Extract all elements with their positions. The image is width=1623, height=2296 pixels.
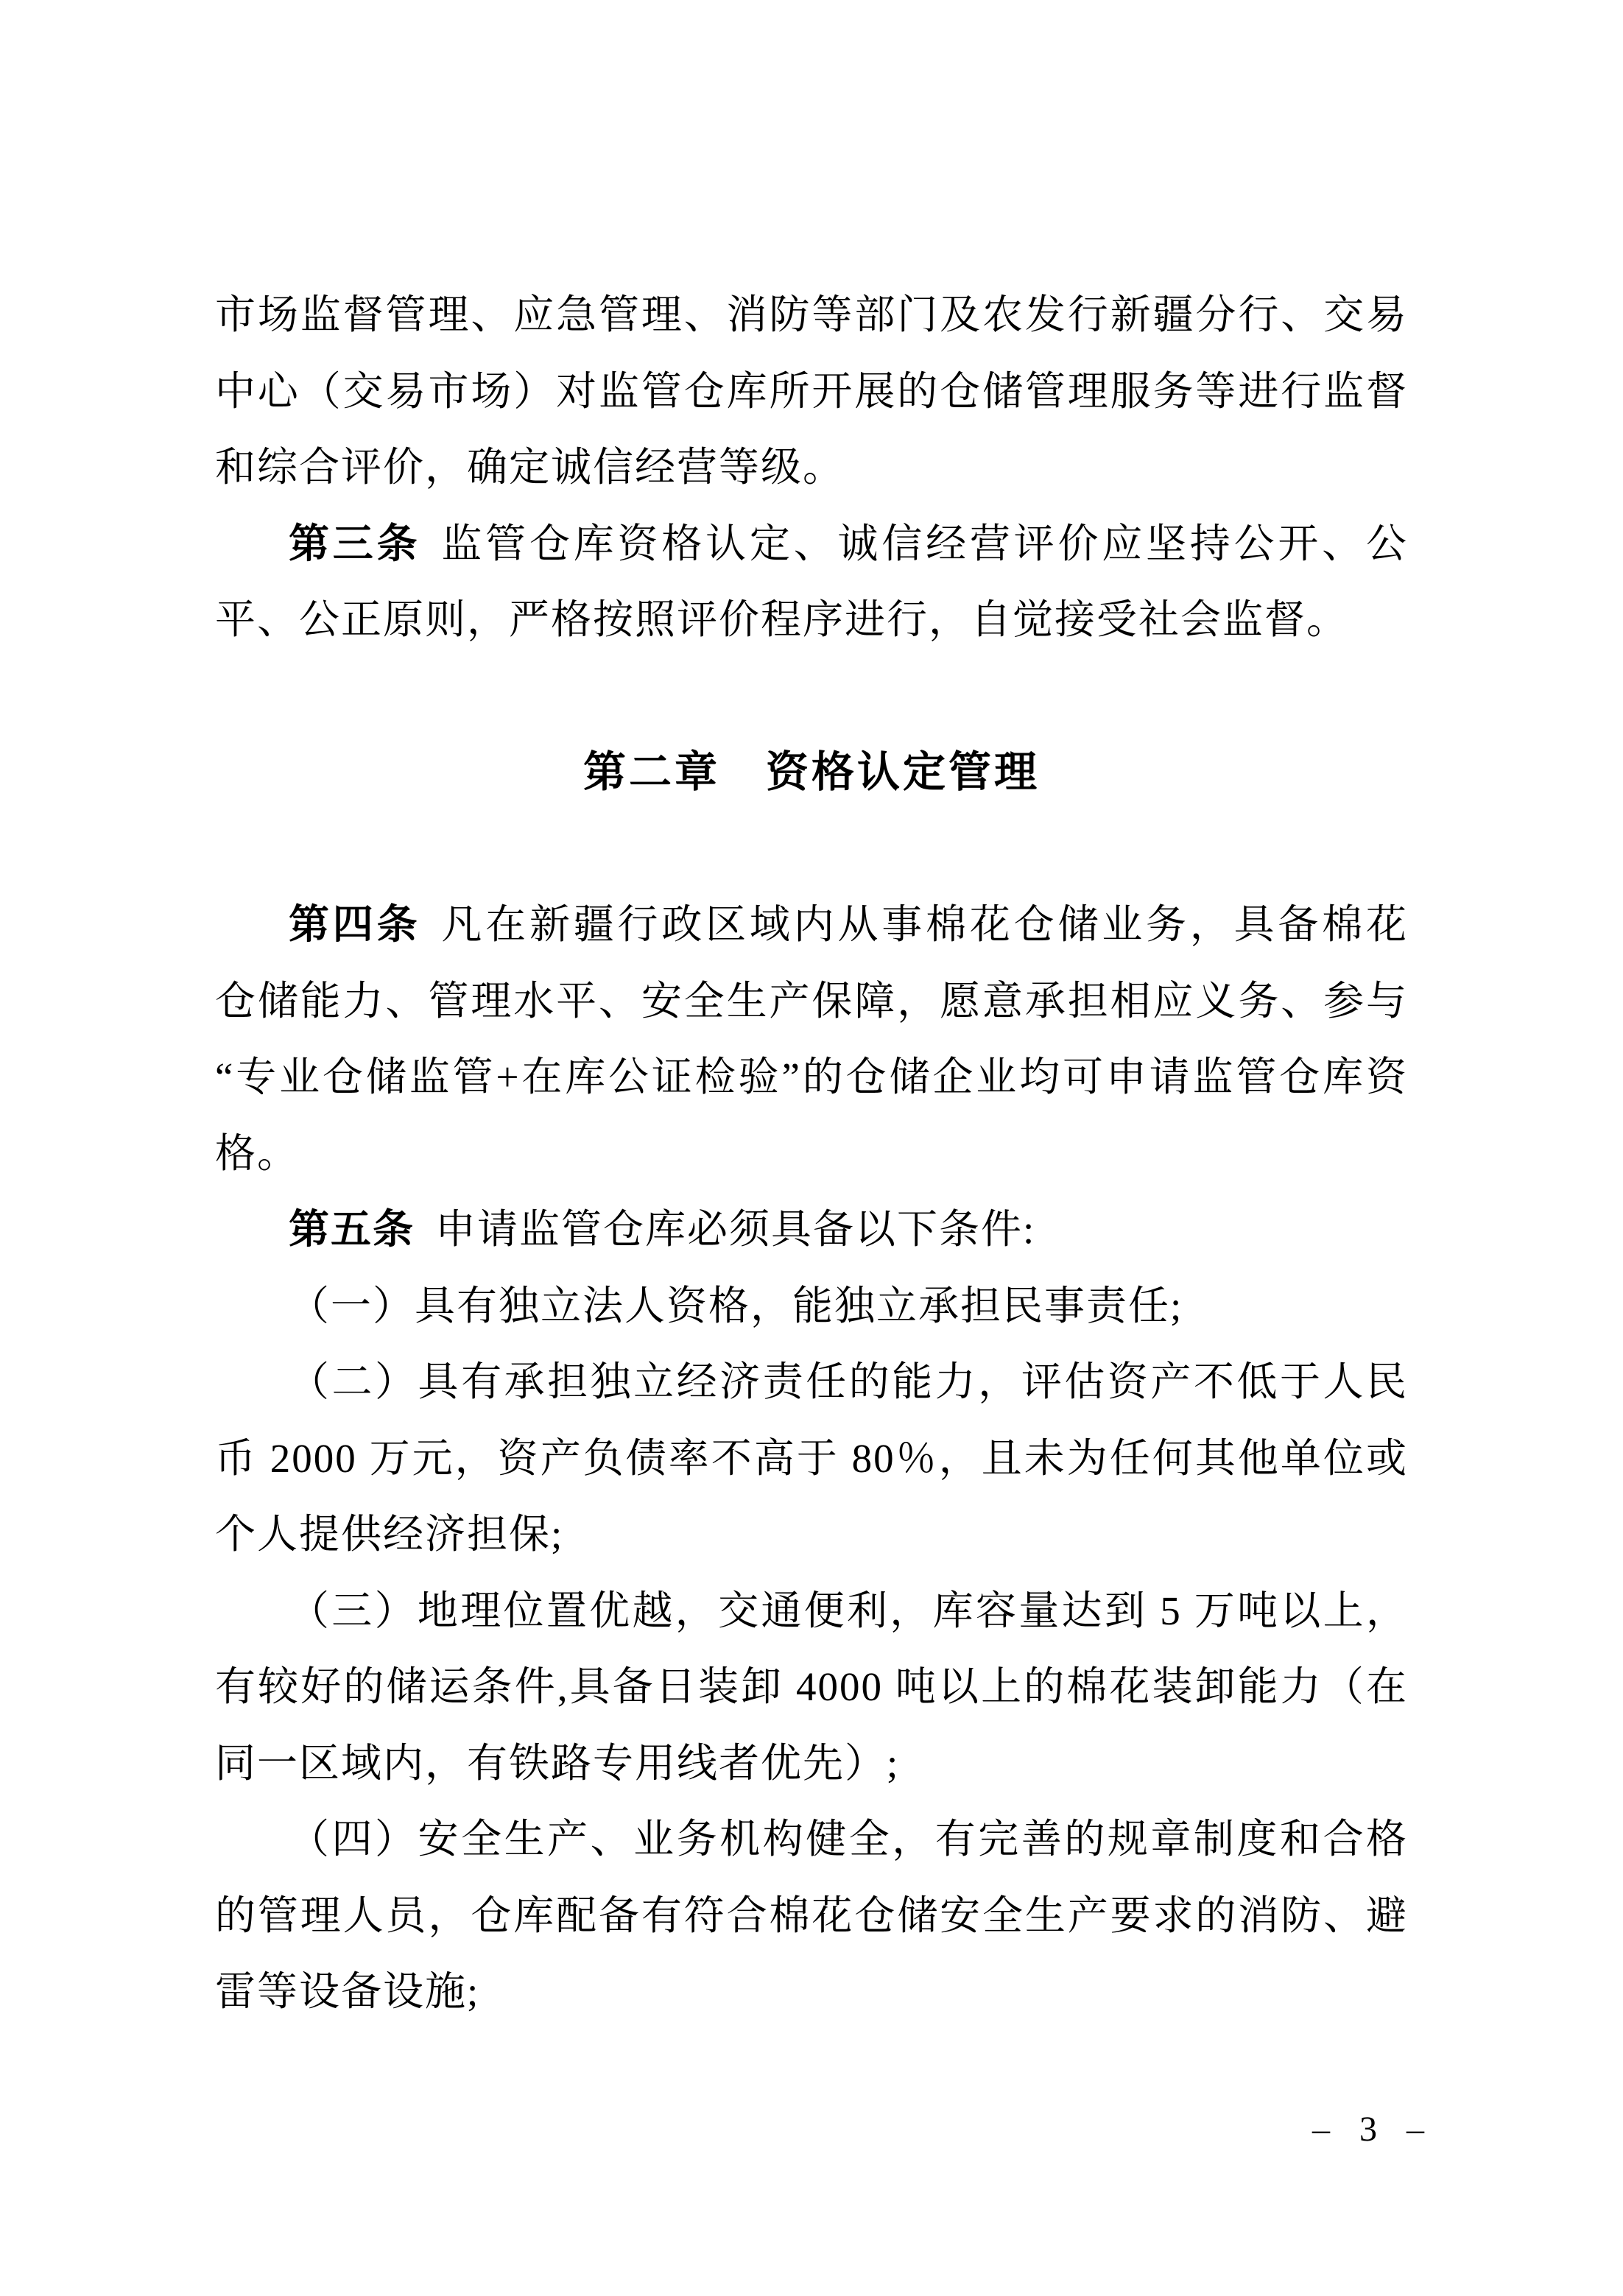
text-line: 中心（交易市场）对监管仓库所开展的仓储管理服务等进行监督	[215, 368, 1408, 414]
text-line: 同一区域内，有铁路专用线者优先）;	[215, 1740, 900, 1786]
page-number: – 3 –	[1312, 2110, 1434, 2149]
paragraph	[215, 277, 1408, 506]
text-line: 市场监督管理、应急管理、消防等部门及农发行新疆分行、交易	[215, 292, 1408, 337]
line-text: 申请监管仓库必须具备以下条件:	[435, 1207, 1036, 1252]
text-line	[215, 887, 1408, 963]
text-line: 币 2000 万元，资产负债率不高于 80％，且未为任何其他单位或	[215, 1435, 1408, 1481]
line-text: 凡在新疆行政区域内从事棉花仓储业务，具备棉花	[441, 902, 1408, 947]
paragraph	[215, 1344, 1408, 1573]
article-number-label: 第四条	[289, 901, 421, 947]
text-line: “专业仓储监管+在库公证检验”的仓储企业均可申请监管仓库资	[215, 1054, 1408, 1099]
text-line: 平、公正原则，严格按照评价程序进行，自觉接受社会监督。	[215, 597, 1349, 642]
text-line: （二）具有承担独立经济责任的能力，评估资产不低于人民	[289, 1359, 1408, 1404]
chapter-heading: 第二章 资格认定管理	[582, 748, 1040, 796]
article-number-label: 第三条	[289, 520, 421, 566]
text-line: （三）地理位置优越，交通便利，库容量达到 5 万吨以上，	[289, 1588, 1408, 1633]
text-line: 仓储能力、管理水平、安全生产保障，愿意承担相应义务、参与	[215, 978, 1408, 1024]
text-line	[215, 506, 1408, 582]
text-line	[215, 1191, 1408, 1268]
line-text: 监管仓库资格认定、诚信经营评价应坚持公开、公	[441, 521, 1408, 566]
text-line: 格。	[215, 1130, 300, 1176]
paragraph	[215, 1801, 1408, 2030]
paragraph	[215, 1573, 1408, 1802]
text-line: 雷等设备设施;	[215, 1969, 480, 2014]
paragraph	[215, 887, 1408, 1191]
text-line: 和综合评价，确定诚信经营等级。	[215, 445, 845, 490]
text-line: 有较好的储运条件,具备日装卸 4000 吨以上的棉花装卸能力（在	[215, 1664, 1408, 1709]
paragraph	[215, 1191, 1408, 1268]
text-line: （四）安全生产、业务机构健全，有完善的规章制度和合格	[289, 1817, 1408, 1862]
text-line: （一）具有独立法人资格，能独立承担民事责任;	[289, 1283, 1183, 1328]
text-line: 个人提供经济担保;	[215, 1512, 564, 1557]
body-text	[215, 277, 1408, 2030]
article-number-label: 第五条	[289, 1206, 415, 1252]
paragraph	[215, 506, 1408, 658]
text-line: 的管理人员，仓库配备有符合棉花仓储安全生产要求的消防、避	[215, 1892, 1408, 1938]
paragraph	[215, 1268, 1408, 1345]
